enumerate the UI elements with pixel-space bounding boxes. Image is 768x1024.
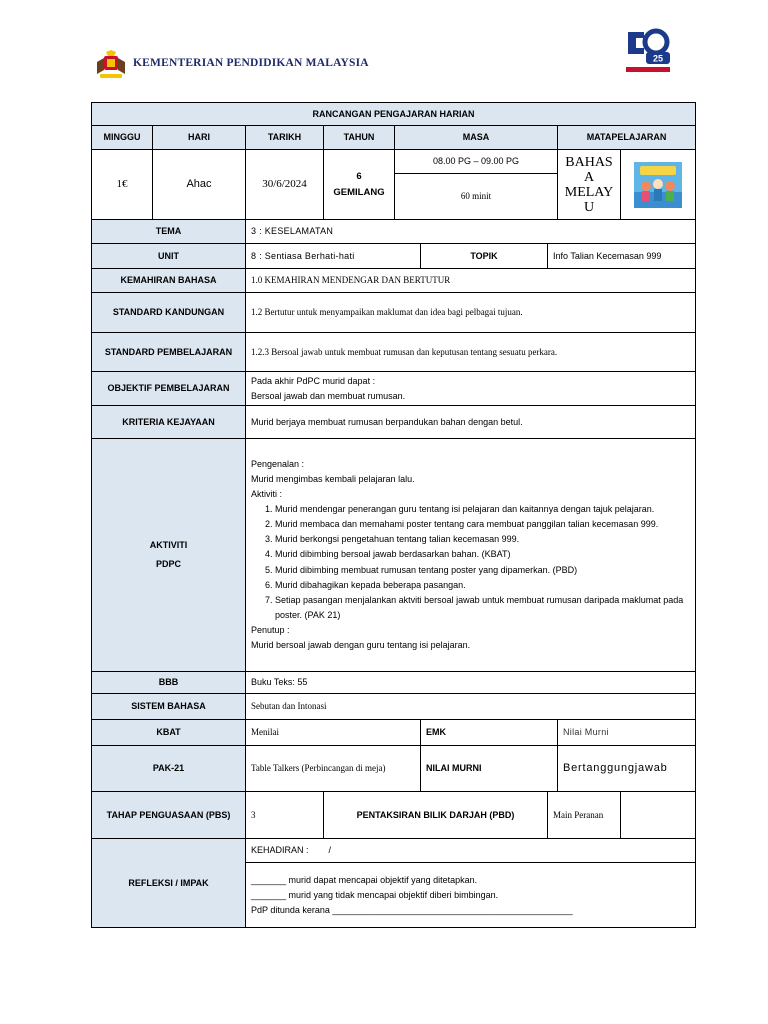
kriteria-value: Murid berjaya membuat rumusan berpandukan bahan dengan betul. (246, 406, 696, 439)
subject-line-4: U (583, 199, 595, 215)
tahap-value: 3 (246, 792, 324, 839)
tahun-number: 6 (356, 170, 362, 182)
pbd-label: PENTAKSIRAN BILIK DARJAH (PBD) (324, 792, 548, 839)
kehadiran-line: KEHADIRAN : / (246, 839, 696, 863)
col-matapelajaran: MATAPELAJARAN (558, 126, 696, 150)
intro-heading: Pengenalan : (251, 458, 305, 469)
aktiviti-heading: Aktiviti : (251, 488, 283, 499)
sp-value: 1.2.3 Bersoal jawab untuk membuat rumusan dan keputusan tentang sesuatu perkara. (246, 333, 696, 372)
sk-value: 1.2 Bertutur untuk menyampaikan maklumat dan idea bagi pelbagai tujuan. (246, 293, 696, 333)
aktiviti-steps (251, 502, 690, 624)
nilai-murni-value: Bertanggungjawab (558, 746, 696, 792)
sp-label: STANDARD PEMBELAJARAN (92, 333, 246, 372)
subject-line-3: MELAY (564, 184, 614, 200)
kbat-label: KBAT (92, 720, 246, 746)
closing-text: Murid bersoal jawab dengan guru tentang isi pelajaran. (251, 640, 471, 651)
objektif-label: OBJEKTIF PEMBELAJARAN (92, 372, 246, 406)
unit-label: UNIT (92, 244, 246, 269)
col-tahun: TAHUN (324, 126, 395, 150)
rph-table (91, 102, 696, 928)
bbb-label: BBB (92, 672, 246, 694)
pak-value: Table Talkers (Perbincangan di meja) (246, 746, 421, 792)
list-item: 2. Murid membaca dan memahami poster tentang cara membuat panggilan talian kecemasan 999. (275, 517, 690, 532)
list-item: 6. Murid dibahagikan kepada beberapa pasangan. (275, 578, 690, 593)
list-item: 4. Murid dibimbing bersoal jawab berdasarkan bahan. (KBAT) (275, 547, 690, 562)
intro-text: Murid mengimbas kembali pelajaran lalu. (251, 473, 415, 484)
pbd-value: Main Peranan (548, 792, 621, 839)
unit-value: 8 : Sentiasa Berhati-hati (246, 244, 421, 269)
refleksi-line-2: _______ murid yang tidak mencapai objektif diberi bimbingan. (251, 889, 499, 900)
25-anniversary-logo-icon (622, 26, 674, 76)
tahun-class: GEMILANG (333, 186, 385, 198)
tema-value: 3 : KESELAMATAN (246, 220, 696, 244)
tahap-label: TAHAP PENGUASAAN (PBS) (92, 792, 246, 839)
hari-value: Ahac (153, 150, 246, 220)
topik-value: Info Talian Kecemasan 999 (548, 244, 696, 269)
tema-label: TEMA (92, 220, 246, 244)
pak-label: PAK-21 (92, 746, 246, 792)
subject-line-1: BAHAS (565, 154, 613, 170)
textbook-cover-image (634, 162, 682, 208)
aktiviti-content (246, 439, 696, 672)
refleksi-line-3: PdP ditunda kerana ________________________________________________ (251, 904, 573, 915)
tahun-value (324, 150, 395, 220)
list-item: 5. Murid dibimbing membuat rumusan tentang poster yang dipamerkan. (PBD) (275, 563, 690, 578)
masa-time: 08.00 PG – 09.00 PG (395, 150, 558, 174)
emk-label: EMK (421, 720, 558, 746)
aktiviti-label-line-1: AKTIVITI (149, 540, 188, 550)
masa-duration: 60 minit (395, 174, 558, 220)
rph-title: RANCANGAN PENGAJARAN HARIAN (92, 103, 696, 126)
col-masa: MASA (395, 126, 558, 150)
kbat-value: Menilai (246, 720, 421, 746)
list-item: 3. Murid berkongsi pengetahuan tentang talian kecemasan 999. (275, 532, 690, 547)
col-tarikh: TARIKH (246, 126, 324, 150)
objektif-line-1: Pada akhir PdPC murid dapat : (251, 375, 376, 386)
objektif-value (246, 372, 696, 406)
kriteria-label: KRITERIA KEJAYAAN (92, 406, 246, 439)
col-minggu: MINGGU (92, 126, 153, 150)
emk-value: Nilai Murni (558, 720, 696, 746)
refleksi-content (246, 863, 696, 928)
nilai-murni-label: NILAI MURNI (421, 746, 558, 792)
list-item: 7. Setiap pasangan menjalankan aktviti bersoal jawab untuk membuat rumusan daripada maklumat pada poster. (PAK 21) (275, 593, 690, 623)
sistem-label: SISTEM BAHASA (92, 694, 246, 720)
refleksi-label: REFLEKSI / IMPAK (92, 839, 246, 928)
bbb-value: Buku Teks: 55 (246, 672, 696, 694)
list-item: 1. Murid mendengar penerangan guru tentang isi pelajaran dan kaitannya dengan tajuk pelajaran. (275, 502, 690, 517)
page-header (0, 0, 768, 100)
subject-name (558, 150, 621, 220)
topik-label: TOPIK (421, 244, 548, 269)
minggu-value: 1€ (92, 150, 153, 220)
subject-line-2: A (583, 169, 595, 185)
col-hari: HARI (153, 126, 246, 150)
closing-heading: Penutup : (251, 625, 290, 636)
textbook-cover-cell (621, 150, 696, 220)
kemahiran-value: 1.0 KEMAHIRAN MENDENGAR DAN BERTUTUR (246, 269, 696, 293)
aktiviti-label (92, 439, 246, 672)
kemahiran-label: KEMAHIRAN BAHASA (92, 269, 246, 293)
refleksi-line-1: _______ murid dapat mencapai objektif yang ditetapkan. (251, 874, 478, 885)
sistem-value: Sebutan dan Intonasi (246, 694, 696, 720)
ministry-name: KEMENTERIAN PENDIDIKAN MALAYSIA (133, 57, 369, 69)
coat-of-arms-icon (92, 50, 130, 80)
sk-label: STANDARD KANDUNGAN (92, 293, 246, 333)
logo-number: 25 (652, 53, 664, 64)
aktiviti-label-line-2: PDPC (155, 559, 181, 569)
tarikh-value: 30/6/2024 (246, 150, 324, 220)
pbd-empty-cell (621, 792, 696, 839)
objektif-line-2: Bersoal jawab dan membuat rumusan. (251, 390, 406, 401)
